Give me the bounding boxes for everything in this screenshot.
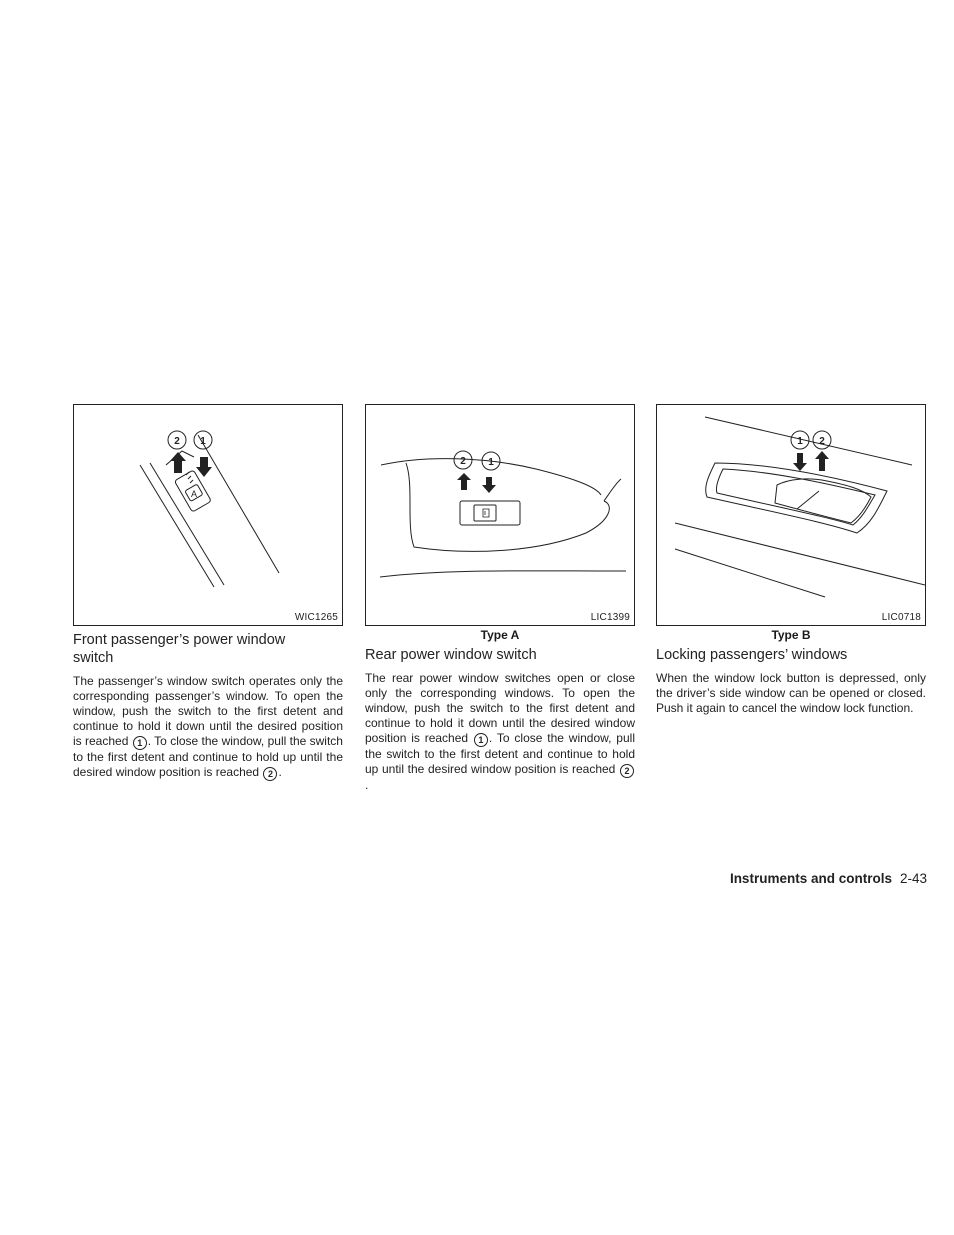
rear-switch-illustration	[366, 405, 634, 625]
figure-window-lock	[656, 404, 926, 626]
callout-marker-1: 1	[133, 736, 147, 750]
front-passenger-switch-illustration	[74, 405, 342, 625]
section-body-locking: When the window lock button is depressed, only the driver’s side window can be opened or closed. Push it again to cancel the window lock function.	[656, 671, 926, 715]
arrow-up-icon	[170, 452, 186, 473]
callout-1: 1	[797, 436, 803, 447]
arrow-down-icon	[196, 457, 212, 477]
callout-2: 2	[460, 456, 466, 467]
section-body-rear: The rear power window switches open or close only the corresponding windows. To open the window, push the switch to the first detent and continue to hold it down until the desired window position is reached 1 . To close the window, pull the switch to the first detent and continue to hold up until the desired window position is reached 2.	[365, 671, 635, 792]
callout-marker-2: 2	[620, 764, 634, 778]
callout-marker-2: 2	[263, 767, 277, 781]
callout-marker-1: 1	[474, 733, 488, 747]
callout-2: 2	[174, 436, 180, 447]
arrow-down-icon	[482, 477, 496, 493]
window-lock-illustration	[657, 405, 925, 625]
callout-1: 1	[488, 457, 494, 468]
figure-code: WIC1265	[294, 612, 338, 623]
section-body-front-passenger: The passenger’s window switch operates only the corresponding passenger’s window. To open the window, push the switch to the first detent and continue to hold it down until the desired position is reached 1 . To close the window, pull the switch to the first detent and continue to hold up until the desired window position is reached 2 .	[73, 674, 343, 779]
figure-front-passenger-switch	[73, 404, 343, 626]
section-heading-rear: Rear power window switch	[365, 647, 537, 663]
figure-code: LIC0718	[881, 612, 921, 623]
arrow-up-icon	[815, 451, 829, 471]
figure-rear-switch	[365, 404, 635, 626]
section-heading-front-passenger: Front passenger’s power window switch	[73, 632, 286, 666]
section-heading-locking: Locking passengers’ windows	[656, 647, 848, 663]
switch-letter: A	[190, 489, 198, 499]
figure-code: LIC1399	[590, 612, 630, 623]
figure-caption-type-b: Type B	[771, 628, 811, 642]
arrow-up-icon	[457, 473, 471, 490]
page-footer	[730, 871, 927, 886]
arrow-down-icon	[793, 453, 807, 471]
footer-section-title: Instruments and controls	[729, 871, 892, 886]
callout-2: 2	[819, 436, 825, 447]
page-number: 2-43	[899, 871, 927, 886]
figure-caption-type-a: Type A	[480, 628, 520, 642]
callout-1: 1	[200, 436, 206, 447]
lock-icon	[483, 509, 489, 517]
